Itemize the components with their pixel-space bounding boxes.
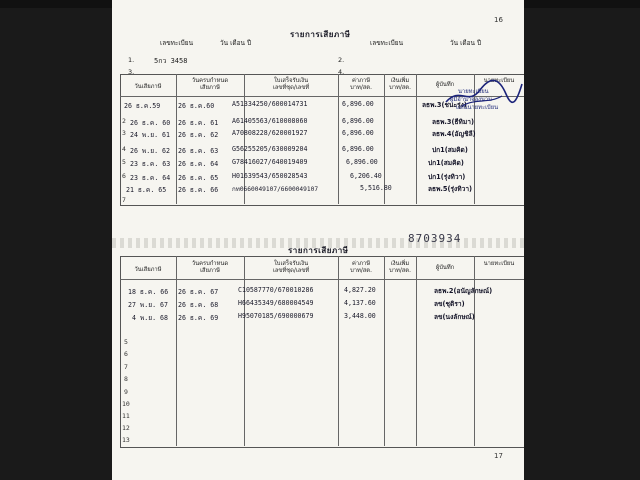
lower-rownum-12: 12 bbox=[122, 424, 130, 432]
upper-row-6-tax: 6,206.40 bbox=[350, 172, 382, 180]
upper-row-4-receipt: G56255205/630009204 bbox=[232, 145, 308, 153]
lower-rownum-5: 5 bbox=[124, 338, 128, 346]
upper-row-4-tax: 6,896.00 bbox=[342, 145, 374, 153]
upper-col-paid: วันเสียภาษี bbox=[134, 84, 162, 90]
upper-row-1-due: 26 ธ.ค.60 bbox=[178, 102, 215, 110]
upper-row-1-tax: 6,896.00 bbox=[342, 100, 374, 108]
upper-row-2-recorder: ลธพ.3(ธีทิมา) bbox=[432, 118, 474, 126]
upper-row-7-receipt: กท0660049107/6600049107 bbox=[232, 186, 319, 193]
lower-col-tax: ค่าภาษี บาท/สต. bbox=[350, 261, 372, 274]
lower-row-3-due: 26 ธ.ค. 69 bbox=[178, 314, 219, 322]
upper-row-5-due: 26 ธ.ค. 64 bbox=[178, 160, 219, 168]
upper-row-3-receipt: A70808228/620001927 bbox=[232, 129, 308, 137]
upper-row-4-due: 26 ธ.ค. 63 bbox=[178, 147, 219, 155]
lower-col-registrar: นายทะเบียน bbox=[483, 261, 515, 267]
reg-line-1-num: 1. bbox=[128, 56, 135, 64]
upper-row-2-tax: 6,896.00 bbox=[342, 117, 374, 125]
upper-row-3-num: 3 bbox=[122, 129, 126, 137]
plate-label-right: เลขทะเบียน bbox=[370, 39, 404, 47]
lower-row-1-paid: 18 ธ.ค. 66 bbox=[128, 288, 169, 296]
reg-line-1-value: 5กว 3458 bbox=[154, 57, 188, 65]
lower-rownum-11: 11 bbox=[122, 412, 130, 420]
lower-row-3-paid: 4 พ.ย. 68 bbox=[132, 314, 168, 322]
upper-col-due: วันครบกำหนด เสียภาษี bbox=[191, 78, 229, 91]
lower-row-1-tax: 4,827.20 bbox=[344, 286, 376, 294]
plate-label-left: เลขทะเบียน bbox=[160, 39, 194, 47]
reg-line-2-num: 2. bbox=[338, 56, 345, 64]
reg-line-4-num: 4. bbox=[338, 68, 345, 76]
upper-row-4-num: 4 bbox=[122, 145, 126, 153]
lower-title: รายการเสียภาษี bbox=[288, 246, 349, 255]
lower-rownum-13: 13 bbox=[122, 436, 130, 444]
upper-row-1-receipt: A51334250/600014731 bbox=[232, 100, 308, 108]
lower-row-3-tax: 3,448.00 bbox=[344, 312, 376, 320]
upper-row-1-recorder: ลธพ.3(ชนะรุ่ง) bbox=[422, 101, 467, 109]
registrar-stamp-line-3: แทนนายทะเบียน bbox=[456, 105, 499, 111]
upper-col-tax: ค่าภาษี บาท/สต. bbox=[350, 78, 372, 91]
upper-row-6-num: 6 bbox=[122, 172, 126, 180]
upper-row-6-due: 26 ธ.ค. 65 bbox=[178, 174, 219, 182]
registrar-stamp-line-2: ผู้มีอำนาจลงนาม bbox=[450, 97, 492, 103]
upper-col-receipt: ใบเสร็จรับเงิน เลขที่ชุด/เลขที่ bbox=[272, 78, 310, 91]
lower-row-2-receipt: H66435349/680004549 bbox=[238, 299, 314, 307]
lower-row-1-due: 26 ธ.ค. 67 bbox=[178, 288, 219, 296]
page-number-bottom: 17 bbox=[494, 452, 503, 460]
upper-row-5-paid: 23 ธ.ค. 63 bbox=[130, 160, 171, 168]
upper-row-1-paid: 26 ธ.ค.59 bbox=[124, 102, 161, 110]
registrar-signature bbox=[442, 76, 524, 112]
registrar-stamp-line-1: นายทะเบียน bbox=[458, 89, 489, 95]
upper-title: รายการเสียภาษี bbox=[290, 30, 351, 39]
upper-row-7-tax: 5,516.80 bbox=[360, 184, 392, 192]
upper-row-3-recorder: ลธพ.4(อัญชิลี) bbox=[432, 130, 476, 138]
upper-row-2-due: 26 ธ.ค. 61 bbox=[178, 119, 219, 127]
document-page bbox=[112, 0, 524, 480]
upper-row-4-paid: 26 พ.ย. 62 bbox=[130, 147, 170, 155]
upper-row-7-due: 26 ธ.ค. 66 bbox=[178, 186, 219, 194]
upper-row-7-paid: 21 ธ.ค. 65 bbox=[126, 186, 167, 194]
upper-col-registrar: นายทะเบียน bbox=[483, 78, 515, 84]
upper-row-6-receipt: H01639543/650028543 bbox=[232, 172, 308, 180]
upper-row-3-tax: 6,896.00 bbox=[342, 129, 374, 137]
upper-row-6-paid: 23 ธ.ค. 64 bbox=[130, 174, 171, 182]
lower-row-2-tax: 4,137.60 bbox=[344, 299, 376, 307]
upper-row-3-due: 26 ธ.ค. 62 bbox=[178, 131, 219, 139]
lower-col-due: วันครบกำหนด เสียภาษี bbox=[191, 261, 229, 274]
upper-row-7-recorder: ลธพ.5(รุ่งทิวา) bbox=[428, 185, 473, 193]
upper-col-extra: เงินเพิ่ม บาท/สต. bbox=[389, 78, 411, 91]
reg-line-3-num: 3. bbox=[128, 68, 135, 76]
upper-row-8-num: 7 bbox=[122, 196, 126, 204]
upper-row-5-num: 5 bbox=[122, 158, 126, 166]
lower-rownum-7: 7 bbox=[124, 363, 128, 371]
upper-row-3-paid: 24 พ.ย. 61 bbox=[130, 131, 170, 139]
upper-row-6-recorder: ปก1(รุ่งทิวา) bbox=[428, 173, 466, 181]
lower-row-3-recorder: ลข(นงลักษณ์) bbox=[434, 313, 475, 321]
lower-row-2-recorder: ลข(ชุติรา) bbox=[434, 300, 465, 308]
serial-number-fragment: 8703934 bbox=[408, 232, 462, 245]
lower-row-1-receipt: C10587770/670010286 bbox=[238, 286, 314, 294]
date-label-right: วัน เดือน ปี bbox=[450, 39, 482, 47]
upper-row-2-num: 2 bbox=[122, 117, 126, 125]
upper-row-4-recorder: ปก1(สมคิด) bbox=[432, 146, 468, 154]
lower-row-3-receipt: H95070185/690000679 bbox=[238, 312, 314, 320]
lower-col-receipt: ใบเสร็จรับเงิน เลขที่ชุด/เลขที่ bbox=[272, 261, 310, 274]
upper-row-2-paid: 26 ธ.ค. 60 bbox=[130, 119, 171, 127]
lower-col-recorder: ผู้บันทึก bbox=[435, 265, 455, 271]
lower-row-2-due: 26 ธ.ค. 68 bbox=[178, 301, 219, 309]
lower-row-1-recorder: ลธพ.2(อนัญลักษณ์) bbox=[434, 287, 493, 295]
lower-row-2-paid: 27 พ.ย. 67 bbox=[128, 301, 168, 309]
lower-rownum-9: 9 bbox=[124, 388, 128, 396]
upper-row-5-recorder: ปก1(สมคิด) bbox=[428, 159, 464, 167]
lower-rownum-6: 6 bbox=[124, 350, 128, 358]
page-number-top: 16 bbox=[494, 16, 503, 24]
date-label-left: วัน เดือน ปี bbox=[220, 39, 252, 47]
upper-row-5-receipt: G78416027/640019409 bbox=[232, 158, 308, 166]
upper-row-2-receipt: A61405563/610008060 bbox=[232, 117, 308, 125]
lower-col-paid: วันเสียภาษี bbox=[134, 267, 162, 273]
upper-col-recorder: ผู้บันทึก bbox=[435, 82, 455, 88]
lower-col-extra: เงินเพิ่ม บาท/สต. bbox=[389, 261, 411, 274]
lower-rownum-10: 10 bbox=[122, 400, 130, 408]
lower-rownum-8: 8 bbox=[124, 375, 128, 383]
upper-row-5-tax: 6,896.00 bbox=[346, 158, 378, 166]
